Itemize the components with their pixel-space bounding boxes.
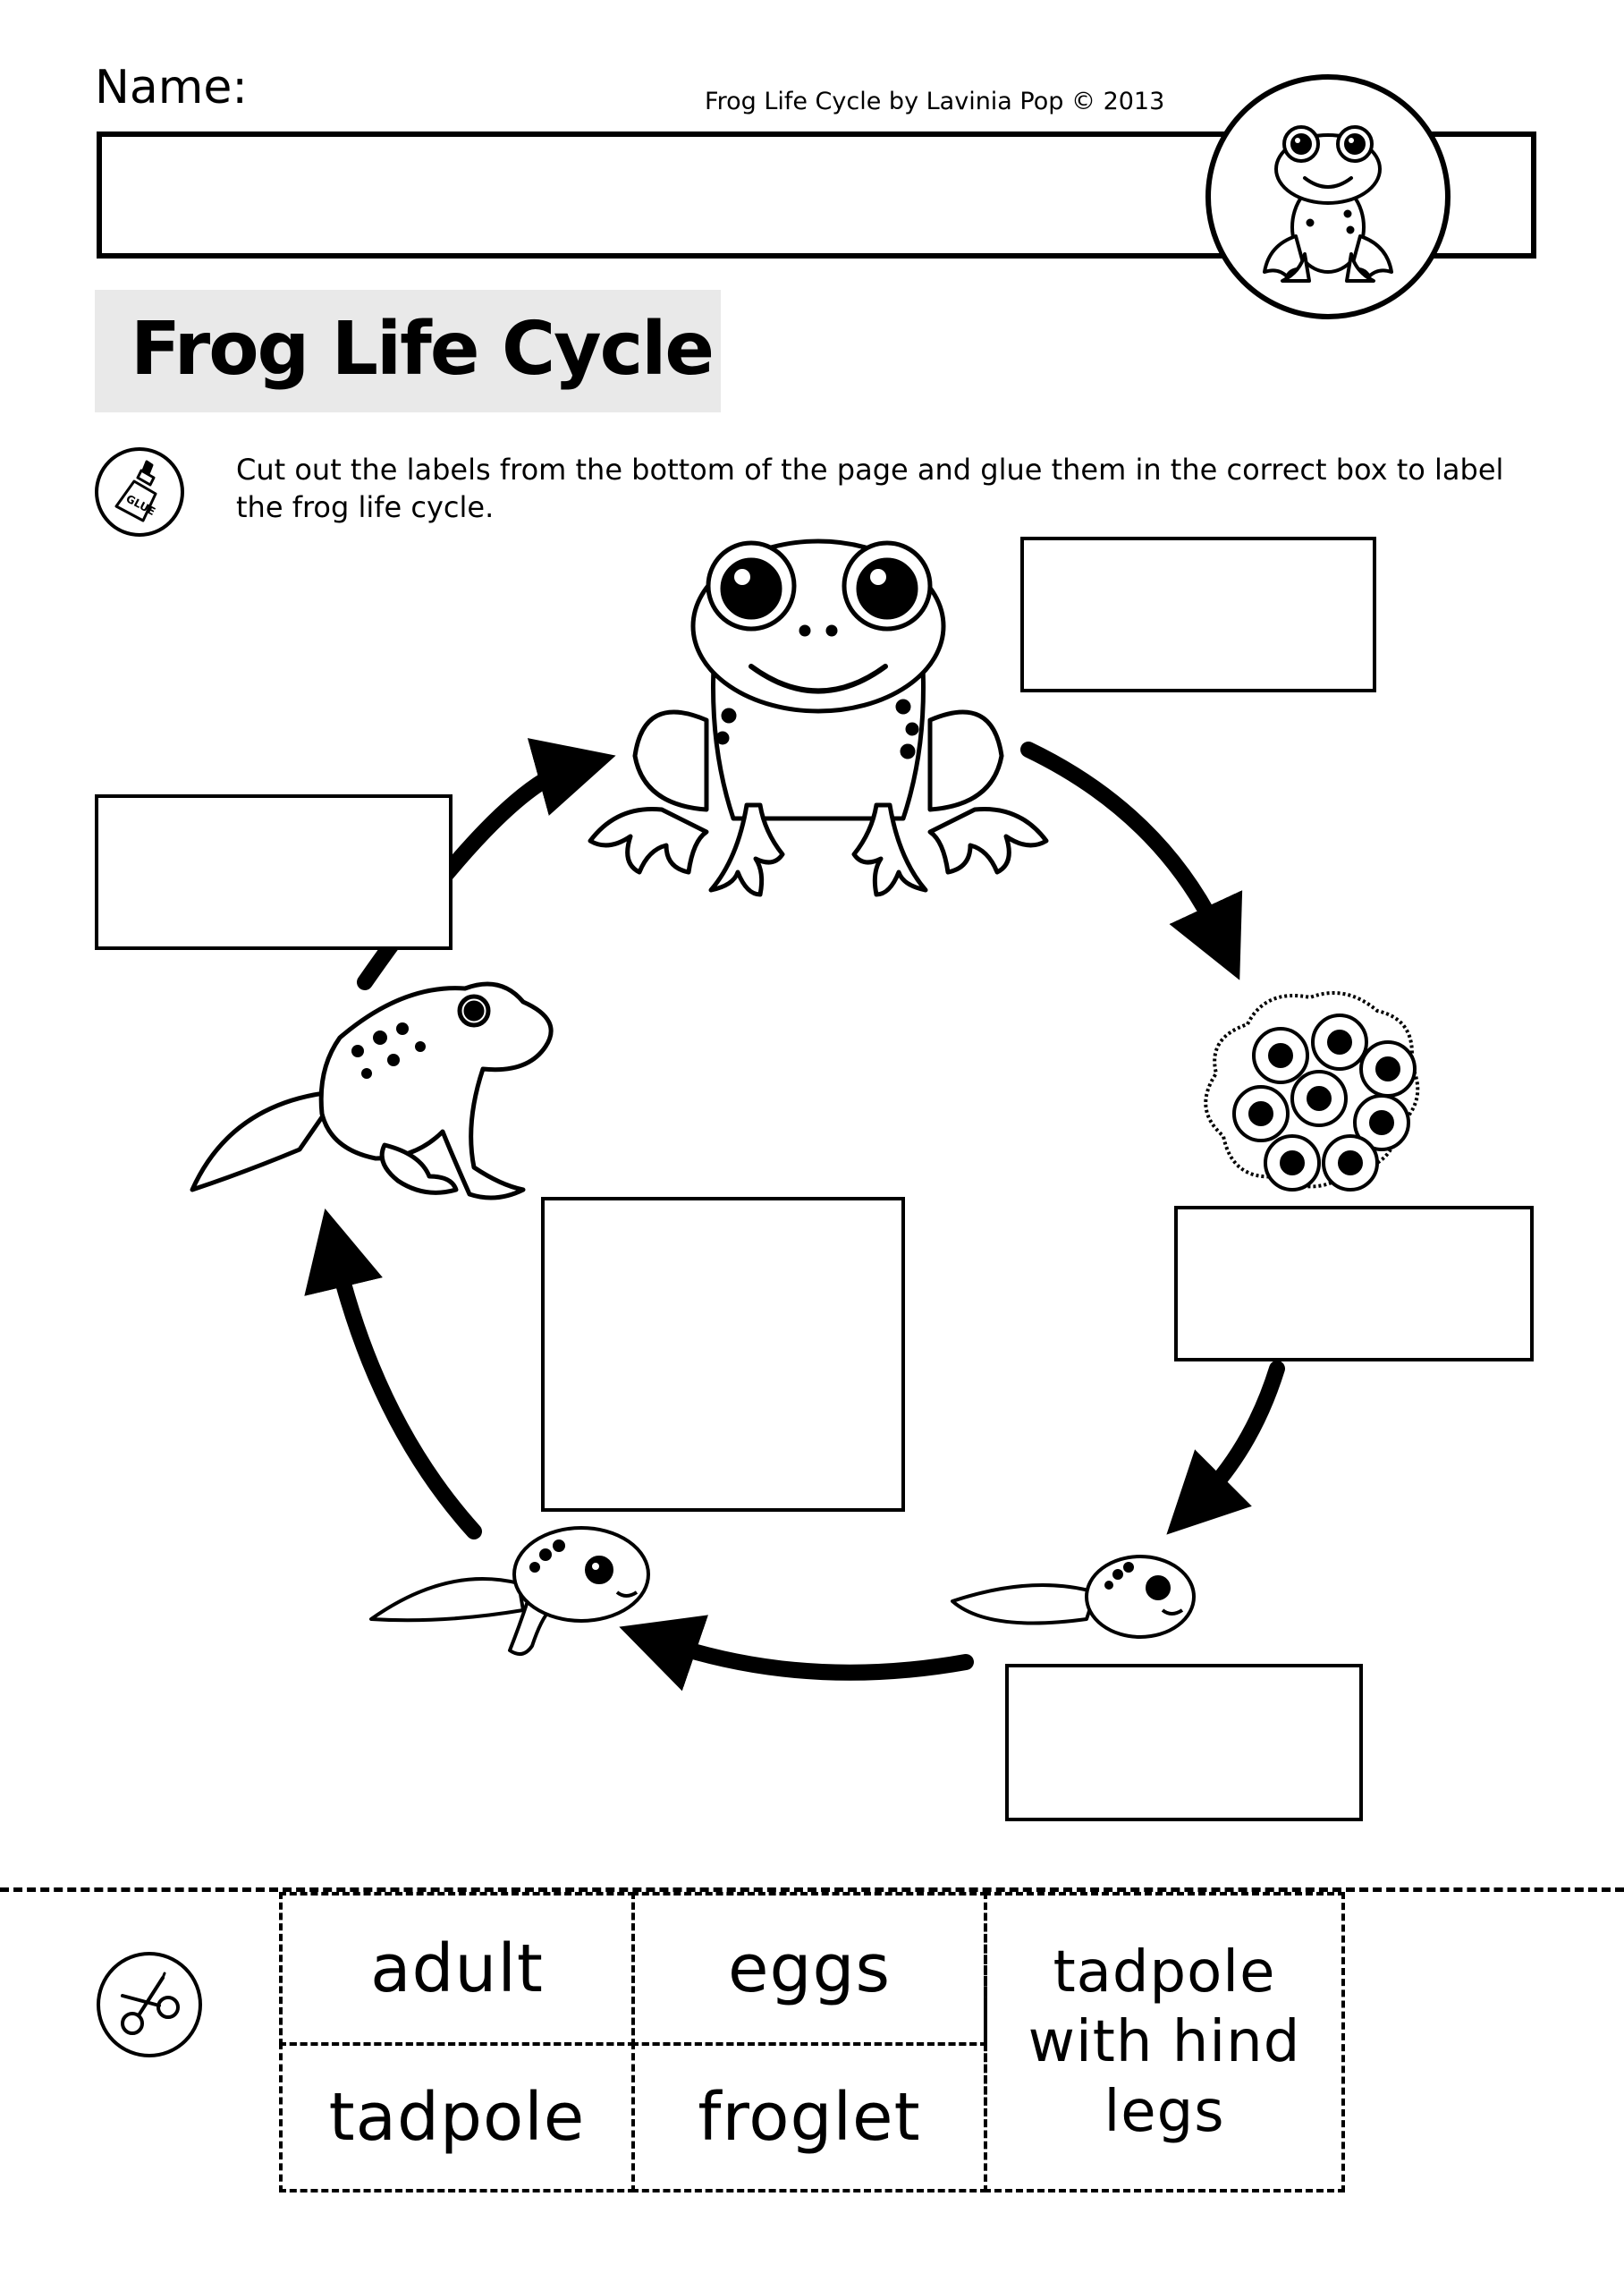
glue-label: GLUE <box>123 492 158 519</box>
arrow-legs-to-froglet <box>335 1252 474 1531</box>
drop-box-center <box>543 1199 903 1510</box>
froglet-icon <box>192 984 551 1198</box>
frog-eggs-icon <box>1205 993 1417 1190</box>
cut-out-labels <box>279 1892 1345 2192</box>
credit-text: Frog Life Cycle by Lavinia Pop © 2013 <box>705 88 1165 115</box>
label-adult[interactable]: adult <box>279 1892 635 2046</box>
label-froglet[interactable]: froglet <box>631 2042 987 2192</box>
label-eggs[interactable]: eggs <box>631 1892 987 2046</box>
label-tadpole[interactable]: tadpole <box>279 2042 635 2192</box>
scissors-icon <box>97 1952 202 2057</box>
name-label: Name: <box>95 61 248 114</box>
drop-box-adult <box>1022 539 1374 691</box>
tadpole-with-legs-icon <box>371 1528 648 1654</box>
label-tadpole-with-hind-legs[interactable]: tadpole with hind legs <box>984 1892 1345 2192</box>
drop-box-eggs <box>1176 1208 1532 1360</box>
drop-box-froglet <box>97 796 451 948</box>
arrow-eggs-to-tadpole <box>1198 1369 1277 1503</box>
instructions-text: Cut out the labels from the bottom of the page and glue them in the correct box to label the frog life cycle. <box>236 453 1504 524</box>
drop-box-tadpole <box>1007 1666 1361 1819</box>
arrow-adult-to-eggs <box>1028 750 1221 939</box>
adult-frog-icon <box>590 541 1046 895</box>
tadpole-icon <box>952 1556 1194 1637</box>
arrow-tadpole-to-legs <box>662 1641 966 1673</box>
page-title: Frog Life Cycle <box>131 307 713 392</box>
